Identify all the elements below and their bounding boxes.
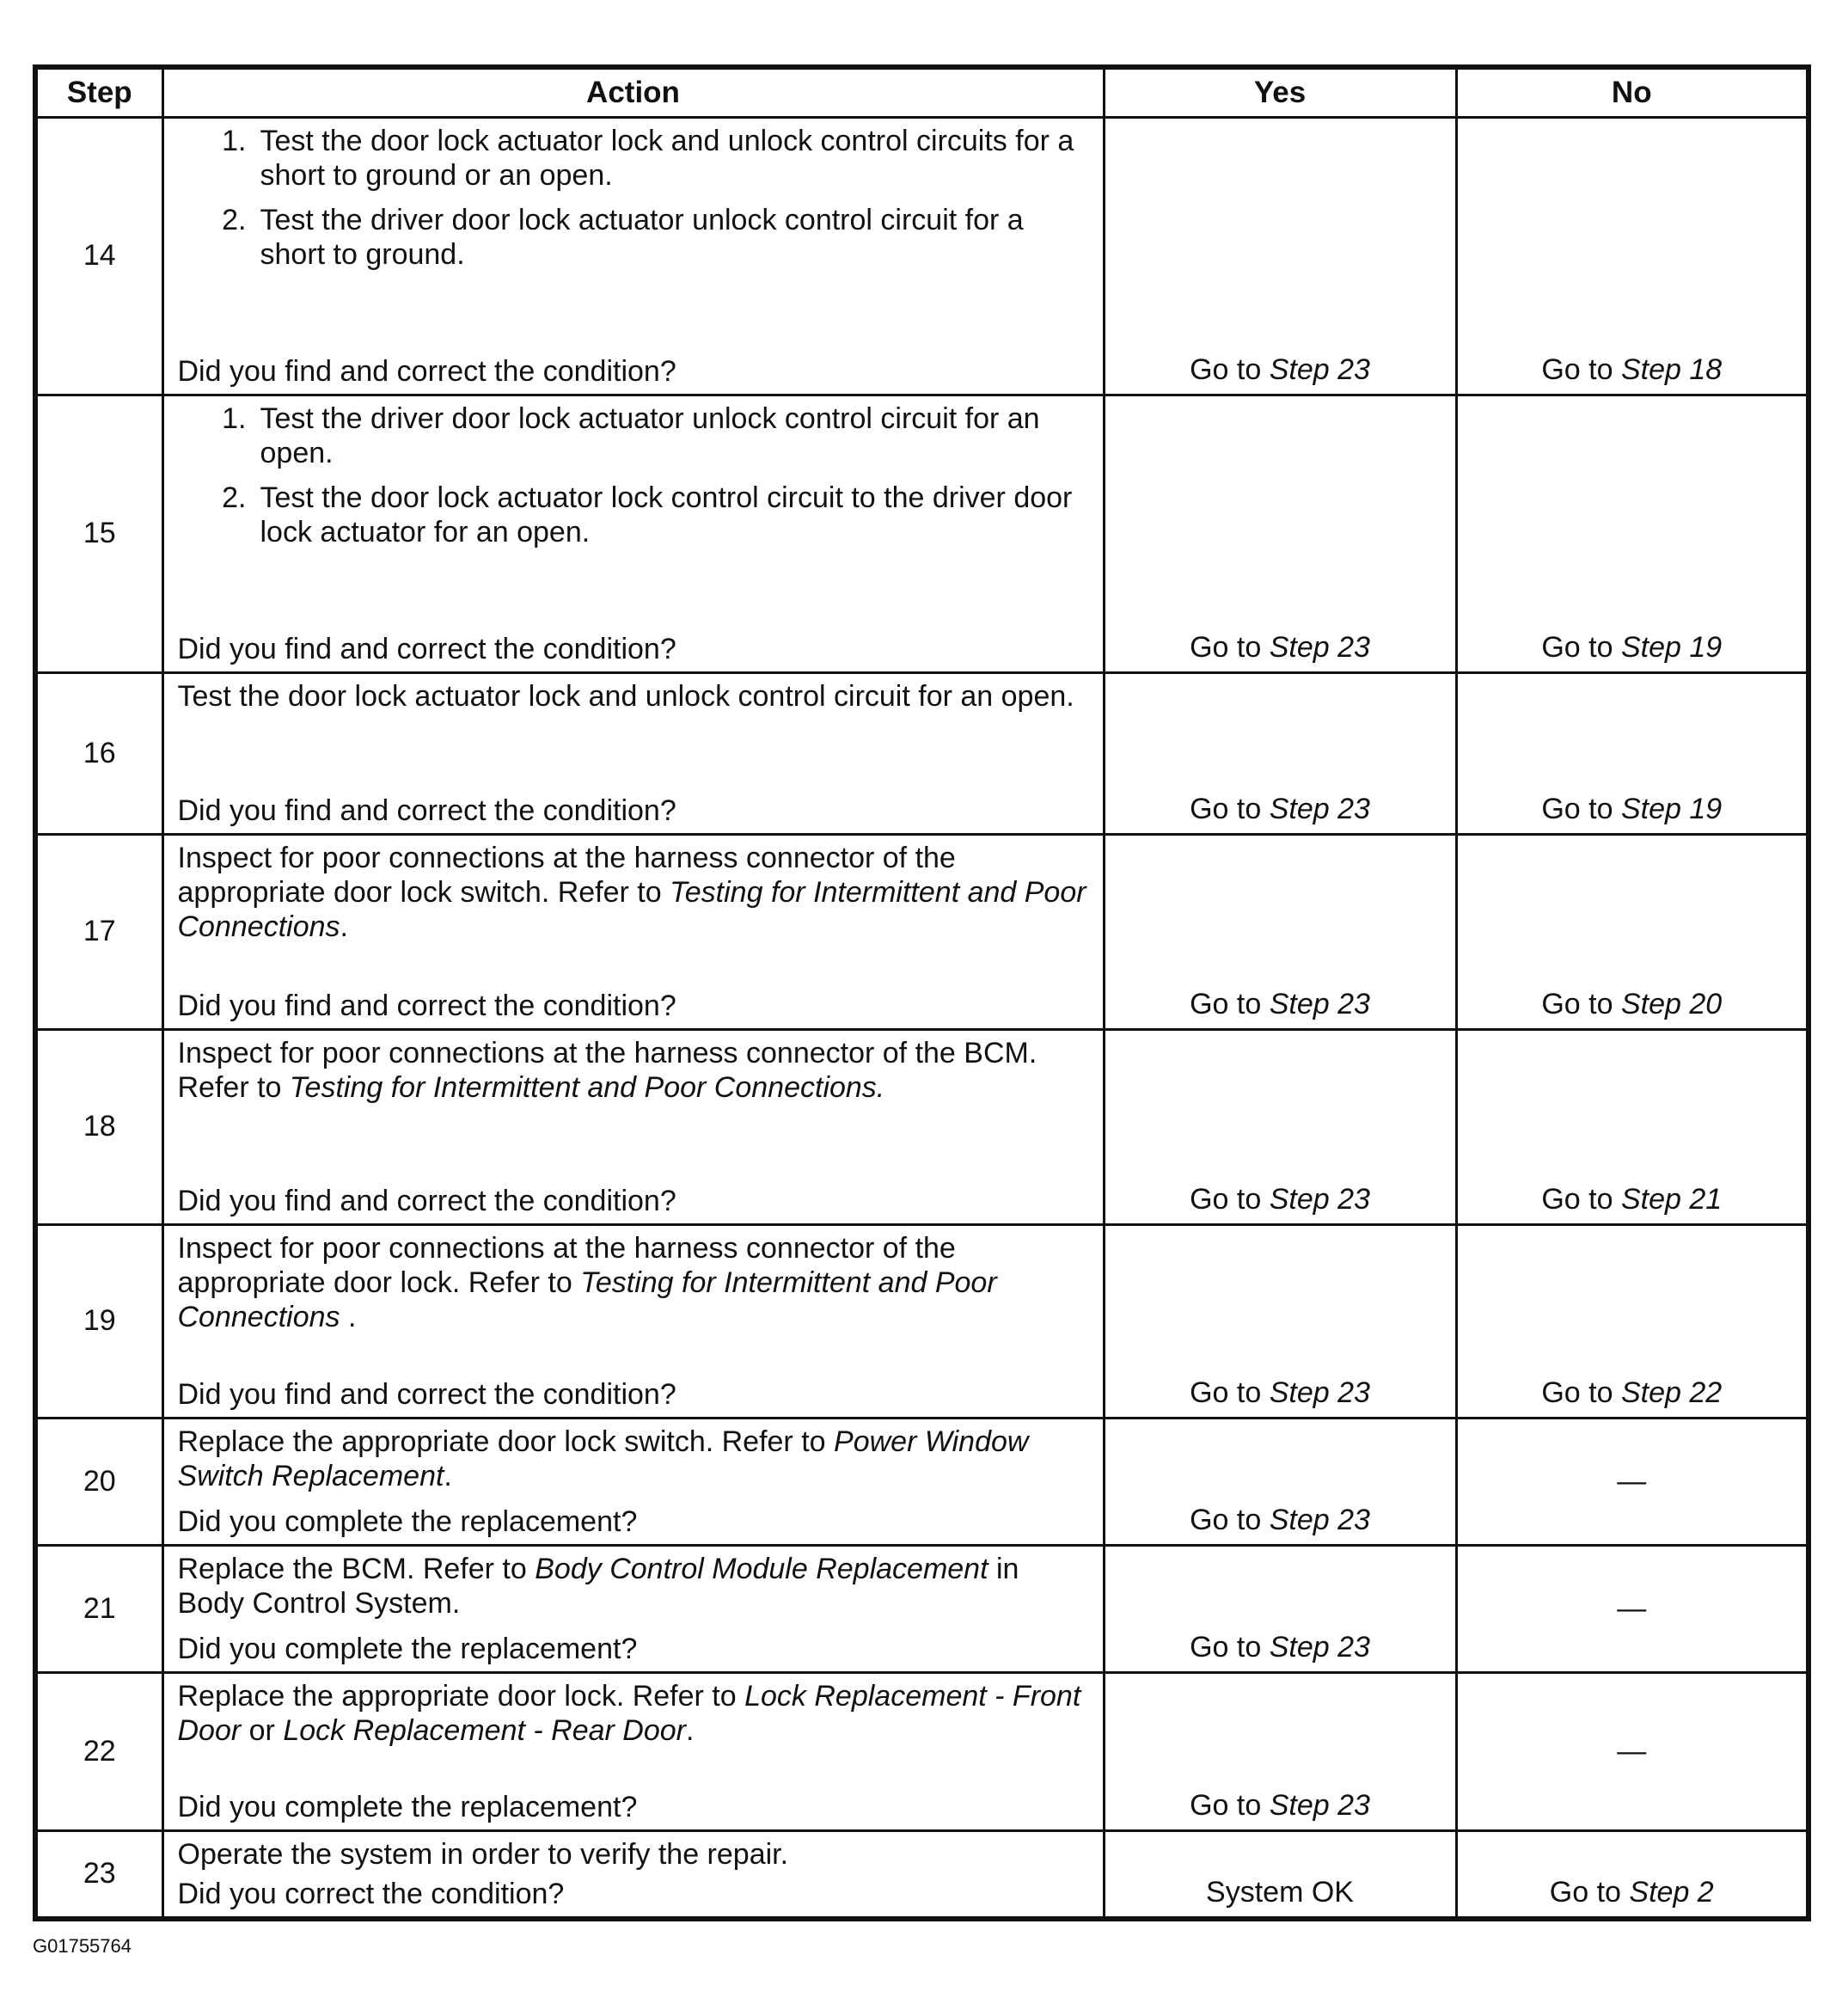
substep	[178, 481, 1092, 549]
no-cell-empty: —	[1456, 1672, 1809, 1830]
substep-number: 2.	[222, 481, 247, 514]
yes-cell	[1104, 1029, 1456, 1224]
header-no: No	[1456, 67, 1809, 117]
action-cell	[162, 672, 1104, 834]
table-row	[35, 1545, 1809, 1672]
yes-step-link[interactable]: Step 23	[1269, 1788, 1370, 1822]
step-number: 21	[35, 1545, 162, 1672]
action-cell	[162, 1224, 1104, 1418]
substep	[178, 124, 1092, 193]
yes-prefix: Go to	[1190, 1376, 1262, 1409]
reference-link-2[interactable]: Lock Replacement - Rear Door	[283, 1713, 686, 1747]
yes-prefix: Go to	[1190, 1182, 1262, 1216]
no-step-link[interactable]: Step 19	[1620, 630, 1723, 664]
question-text: Did you complete the replacement?	[177, 1504, 638, 1538]
yes-cell	[1104, 1224, 1456, 1418]
yes-step-link[interactable]: Step 23	[1269, 352, 1370, 386]
yes-step-link[interactable]: Step 23	[1269, 630, 1370, 664]
table-row	[35, 1224, 1809, 1418]
yes-cell	[1104, 395, 1456, 672]
substep-text: Test the door lock actuator lock and unlock control circuits for a short to ground or an open.	[260, 124, 1074, 192]
table-row	[35, 1029, 1809, 1224]
no-step-link[interactable]: Step 18	[1620, 352, 1723, 386]
question-text: Did you find and correct the condition?	[177, 632, 676, 665]
substep-number: 1.	[222, 401, 247, 435]
no-cell	[1456, 1830, 1809, 1919]
substep-text: Test the door lock actuator lock control circuit to the driver door lock actuator for an open.	[260, 481, 1073, 548]
table-row	[35, 1830, 1809, 1919]
table-row	[35, 672, 1809, 834]
substep	[178, 203, 1092, 272]
action-cell	[162, 1672, 1104, 1830]
yes-prefix: Go to	[1190, 1503, 1262, 1536]
reference-link[interactable]: Testing for Intermittent and Poor Connections	[177, 1265, 997, 1333]
step-number: 18	[35, 1029, 162, 1224]
reference-link[interactable]: Testing for Intermittent and Poor Connections	[177, 875, 1086, 943]
step-number: 19	[35, 1224, 162, 1418]
yes-step-link[interactable]: Step 23	[1269, 1182, 1370, 1216]
question-text: Did you correct the condition?	[177, 1877, 565, 1910]
yes-prefix: Go to	[1190, 987, 1262, 1020]
no-prefix: Go to	[1541, 987, 1613, 1020]
question-text: Did you complete the replacement?	[177, 1790, 638, 1823]
action-cell	[162, 117, 1104, 395]
question-text: Did you find and correct the condition?	[177, 1377, 676, 1411]
action-text: Replace the appropriate door lock switch. Refer to	[177, 1425, 826, 1458]
no-prefix: Go to	[1541, 1182, 1613, 1216]
yes-cell	[1104, 117, 1456, 395]
no-step-link[interactable]: Step 22	[1620, 1376, 1723, 1409]
no-step-link[interactable]: Step 21	[1620, 1182, 1723, 1216]
no-step-link[interactable]: Step 2	[1629, 1875, 1714, 1909]
no-cell	[1456, 395, 1809, 672]
no-step-link[interactable]: Step 19	[1620, 792, 1723, 825]
action-text-tail: .	[340, 910, 348, 943]
reference-link[interactable]: Body Control Module Replacement	[535, 1552, 988, 1585]
question-text: Did you find and correct the condition?	[177, 354, 676, 388]
yes-step-link[interactable]: Step 23	[1269, 987, 1370, 1020]
yes-prefix: Go to	[1190, 630, 1262, 664]
action-cell	[162, 1418, 1104, 1545]
header-step: Step	[35, 67, 162, 117]
reference-link[interactable]: Testing for Intermittent and Poor Connections.	[289, 1070, 885, 1104]
yes-cell	[1104, 1545, 1456, 1672]
no-cell	[1456, 1224, 1809, 1418]
yes-cell	[1104, 1418, 1456, 1545]
no-prefix: Go to	[1541, 352, 1613, 386]
action-text-tail: .	[685, 1713, 695, 1747]
action-text: Replace the appropriate door lock. Refer to	[177, 1679, 737, 1713]
yes-prefix: Go to	[1190, 352, 1262, 386]
action-text-tail: .	[340, 1300, 357, 1333]
yes-result-text: System OK	[1206, 1875, 1354, 1909]
no-cell	[1456, 834, 1809, 1029]
reference-link[interactable]: Lock Replacement - Front Door	[177, 1679, 1081, 1747]
no-prefix: Go to	[1541, 630, 1613, 664]
action-text: Inspect for poor connections at the harness connector of the appropriate door lock. Refer to	[177, 1231, 956, 1299]
table-row	[35, 117, 1809, 395]
step-number: 22	[35, 1672, 162, 1830]
step-number: 23	[35, 1830, 162, 1919]
yes-step-link[interactable]: Step 23	[1269, 1376, 1370, 1409]
action-text: Inspect for poor connections at the harness connector of the BCM. Refer to	[177, 1036, 1037, 1104]
yes-prefix: Go to	[1190, 792, 1262, 825]
yes-step-link[interactable]: Step 23	[1269, 792, 1370, 825]
action-text: Test the door lock actuator lock and unlock control circuit for an open.	[177, 679, 1074, 713]
substep-number: 1.	[222, 124, 247, 157]
action-text: Operate the system in order to verify the repair.	[177, 1837, 789, 1871]
no-prefix: Go to	[1549, 1875, 1621, 1909]
question-text: Did you find and correct the condition?	[177, 1184, 676, 1217]
action-text-tail: .	[444, 1459, 452, 1492]
action-cell	[162, 834, 1104, 1029]
header-action: Action	[162, 67, 1104, 117]
header-yes: Yes	[1104, 67, 1456, 117]
no-cell-empty: —	[1456, 1545, 1809, 1672]
no-prefix: Go to	[1541, 792, 1613, 825]
step-number: 17	[35, 834, 162, 1029]
step-number: 14	[35, 117, 162, 395]
reference-link[interactable]: Power Window Switch Replacement	[177, 1425, 1029, 1492]
step-number: 16	[35, 672, 162, 834]
yes-cell	[1104, 834, 1456, 1029]
step-number: 20	[35, 1418, 162, 1545]
action-cell	[162, 1545, 1104, 1672]
table-header-row	[35, 67, 1809, 117]
action-text: Inspect for poor connections at the harness connector of the appropriate door lock switch. Refer to	[177, 841, 956, 909]
question-text: Did you complete the replacement?	[177, 1632, 638, 1665]
table-row	[35, 834, 1809, 1029]
no-cell	[1456, 672, 1809, 834]
no-step-link[interactable]: Step 20	[1620, 987, 1723, 1020]
yes-cell	[1104, 1672, 1456, 1830]
action-text-tail: in Body Control System.	[177, 1552, 1019, 1620]
figure-id: G01755764	[33, 1935, 132, 1957]
no-cell	[1456, 1029, 1809, 1224]
yes-prefix: Go to	[1190, 1788, 1262, 1822]
yes-cell	[1104, 672, 1456, 834]
step-number: 15	[35, 395, 162, 672]
no-prefix: Go to	[1541, 1376, 1613, 1409]
no-cell	[1456, 117, 1809, 395]
substep-text: Test the driver door lock actuator unlock control circuit for a short to ground.	[260, 203, 1024, 271]
yes-cell	[1104, 1830, 1456, 1919]
substep-text: Test the driver door lock actuator unlock control circuit for an open.	[260, 401, 1040, 469]
diagnostic-table	[33, 64, 1811, 1921]
action-cell	[162, 1830, 1104, 1919]
question-text: Did you find and correct the condition?	[177, 989, 676, 1022]
action-cell	[162, 1029, 1104, 1224]
action-text: Replace the BCM. Refer to	[177, 1552, 527, 1585]
table-row	[35, 395, 1809, 672]
yes-step-link[interactable]: Step 23	[1269, 1503, 1370, 1536]
yes-prefix: Go to	[1190, 1630, 1262, 1664]
action-cell	[162, 395, 1104, 672]
action-text-mid: or	[241, 1713, 284, 1747]
yes-step-link[interactable]: Step 23	[1269, 1630, 1370, 1664]
question-text: Did you find and correct the condition?	[177, 794, 676, 827]
table-row	[35, 1672, 1809, 1830]
table-row	[35, 1418, 1809, 1545]
substep	[178, 401, 1092, 470]
no-cell-empty: —	[1456, 1418, 1809, 1545]
substep-number: 2.	[222, 203, 247, 236]
